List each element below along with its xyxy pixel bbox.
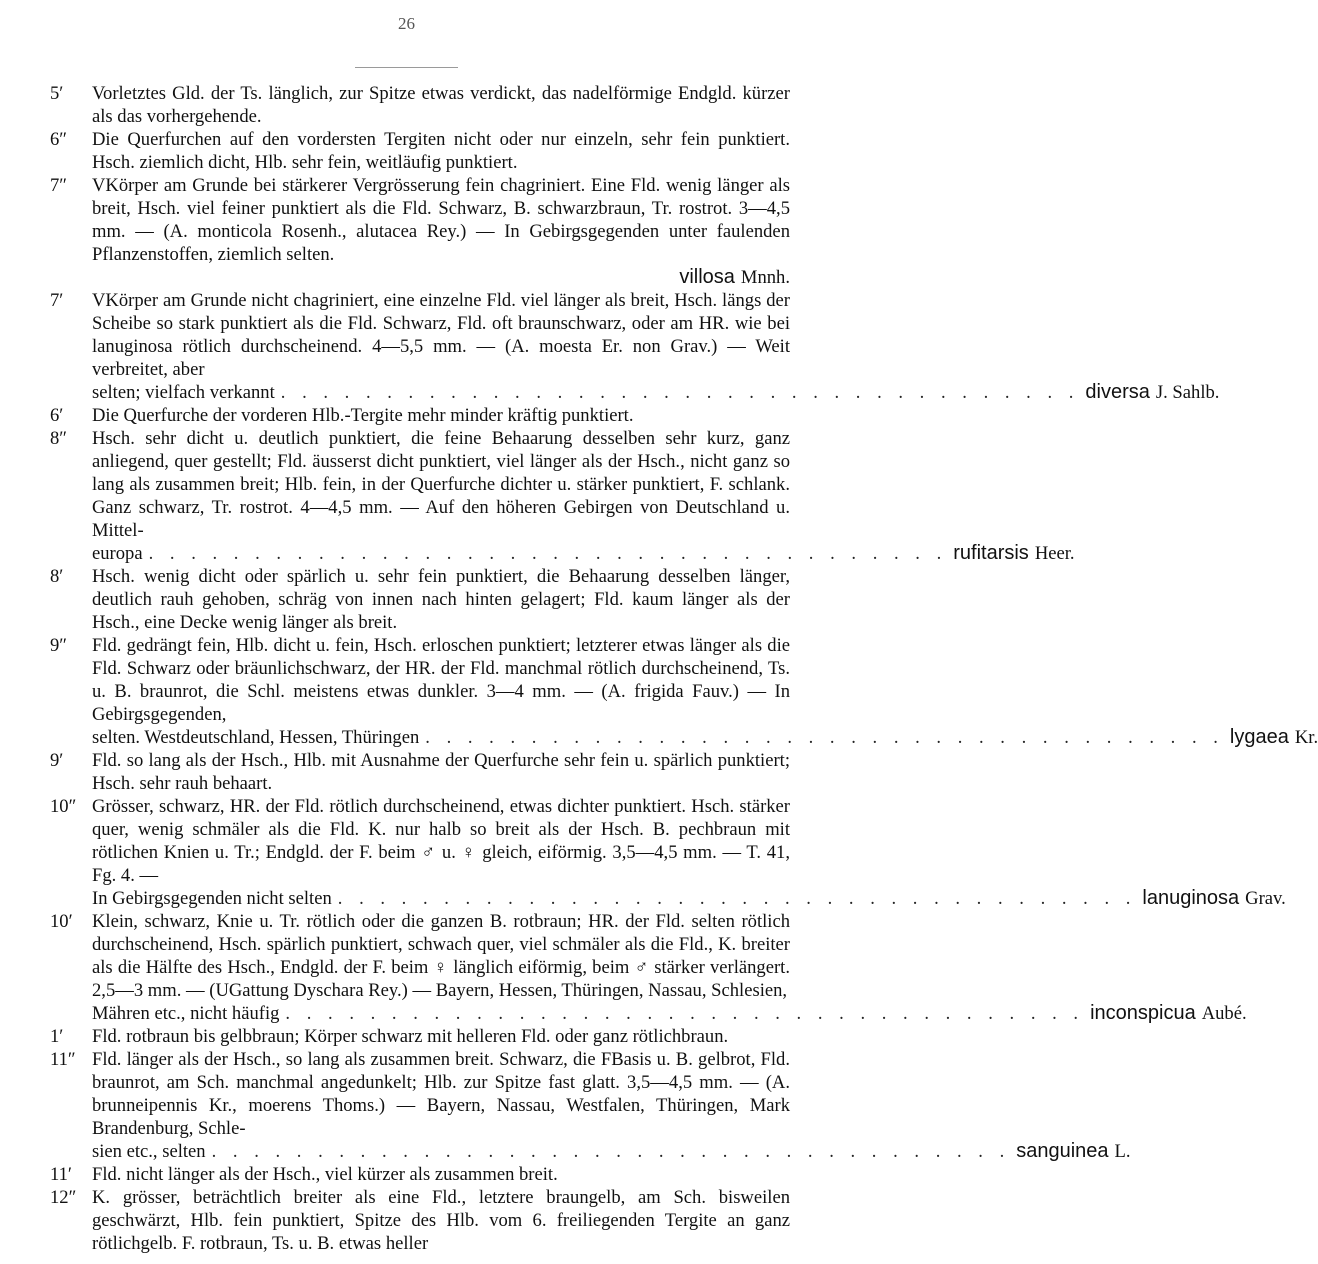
species-author: Grav. xyxy=(1245,888,1286,909)
entry-last-line: sien etc., selten xyxy=(92,1141,206,1162)
page-number: 26 xyxy=(398,14,415,33)
species-line xyxy=(92,1140,1131,1163)
species-author: Kr. xyxy=(1294,727,1318,748)
dot-leader: . . . . . . . . . . . . . . . . . . . . . . . . . . . . . . . . . . . . . . xyxy=(285,1003,1085,1024)
header-rule xyxy=(355,67,458,68)
species-author: J. Sahlb. xyxy=(1155,382,1220,403)
entry-last-line: Mähren etc., nicht häufig xyxy=(92,1003,280,1024)
entry-last-line: europa xyxy=(92,543,143,564)
species-author: Mnnh. xyxy=(740,267,790,288)
dot-leader: . . . . . . . . . . . . . . . . . . . . . . . . . . . . . . . . . . . . . . xyxy=(148,543,948,564)
species-line xyxy=(92,266,790,289)
key-text xyxy=(50,82,1318,1255)
species-name: rufitarsis xyxy=(953,542,1029,564)
key-entry xyxy=(50,910,1247,1025)
species-line xyxy=(92,542,1075,565)
couplet-number: 10′ xyxy=(50,911,73,932)
entry-text: Hsch. sehr dicht u. deutlich punktiert, die feine Behaarung desselben sehr kurz, ganz anliegend, quer gestellt; Fld. äusserst dicht punktiert, viel länger als der Hsch., nicht ganz so lang als zusammen breit; Hlb. fein, in der Querfurche dichter u. stärker punktiert, F. schlank. Ganz schwarz, Tr. rostrot. 4—4,5 mm. — Auf den höheren Gebirgen von Deutschland u. Mittel- xyxy=(92,428,790,541)
couplet-number: 7″ xyxy=(50,175,68,196)
key-entry xyxy=(50,1186,790,1255)
key-entry xyxy=(50,82,790,128)
dot-leader: . . . . . . . . . . . . . . . . . . . . . . . . . . . . . . . . . . . . . . xyxy=(337,888,1137,909)
entry-text: Vorletztes Gld. der Ts. länglich, zur Spitze etwas verdickt, das nadelförmige Endgld. kürzer als das vorhergehende. xyxy=(92,83,790,127)
species-line xyxy=(92,1002,1247,1025)
species-author: Heer. xyxy=(1034,543,1075,564)
key-entry xyxy=(50,749,790,795)
key-entry xyxy=(50,565,790,634)
dot-leader: . . . . . . . . . . . . . . . . . . . . . . . . . . . . . . . . . . . . . . xyxy=(425,727,1224,748)
key-entry xyxy=(50,427,1075,565)
species-name: lygaea xyxy=(1229,726,1289,748)
species-name: lanuginosa xyxy=(1142,887,1240,909)
species-author: L. xyxy=(1114,1141,1131,1162)
key-entry xyxy=(50,289,1220,404)
species-line xyxy=(92,381,1220,404)
key-entry xyxy=(50,634,1318,749)
entry-text: Fld. gedrängt fein, Hlb. dicht u. fein, Hsch. erloschen punktiert; letzterer etwas länger als die Fld. Schwarz oder bräunlichschwarz, der HR. der Fld. manchmal rötlich durchscheinend, Ts. u. B. braunrot, die Schl. meistens etwas dunkler. 3—4 mm. — (A. frigida Fauv.) — In Gebirgsgegenden, xyxy=(92,635,790,725)
entry-text: Fld. so lang als der Hsch., Hlb. mit Ausnahme der Querfurche sehr fein u. spärlich punktiert; Hsch. sehr rauh behaart. xyxy=(92,750,790,794)
species-name: villosa xyxy=(679,266,735,288)
species-name: inconspicua xyxy=(1090,1002,1196,1024)
species-author: Aubé. xyxy=(1201,1003,1247,1024)
species-name: sanguinea xyxy=(1016,1140,1109,1162)
key-entry xyxy=(50,404,790,427)
couplet-number: 7′ xyxy=(50,290,64,311)
entry-text: Fld. länger als der Hsch., so lang als zusammen breit. Schwarz, die FBasis u. B. gelbrot, Fld. braunrot, am Sch. manchmal angedunkelt; Hlb. zur Spitze fast glatt. 3,5—4,5 mm. — (A. brunneipennis Kr., moerens Thoms.) — Bayern, Nassau, Westfalen, Thüringen, Mark Brandenburg, Schle- xyxy=(92,1049,790,1139)
entry-text: VKörper am Grunde bei stärkerer Vergrösserung fein chagriniert. Eine Fld. wenig länger als breit, Hsch. viel feiner punktiert als die Fld. Schwarz, B. schwarzbraun, Tr. rostrot. 3—4,5 mm. — (A. monticola Rosenh., alutacea Rey.) — In Gebirgsgegenden unter faulenden Pflanzenstoffen, ziemlich selten. xyxy=(92,175,790,265)
entry-text: Fld. rotbraun bis gelbbraun; Körper schwarz mit helleren Fld. oder ganz rötlichbraun. xyxy=(92,1026,729,1047)
couplet-number: 8′ xyxy=(50,566,64,587)
dot-leader: . . . . . . . . . . . . . . . . . . . . . . . . . . . . . . . . . . . . . . xyxy=(211,1141,1011,1162)
entry-last-line: In Gebirgsgegenden nicht selten xyxy=(92,888,332,909)
couplet-number: 1′ xyxy=(50,1026,64,1047)
couplet-number: 11″ xyxy=(50,1049,76,1070)
entry-text: Grösser, schwarz, HR. der Fld. rötlich durchscheinend, etwas dichter punktiert. Hsch. stärker quer, wenig schmäler als die Fld. K. nur halb so breit als der Hsch. B. pechbraun mit rötlichen Knien u. Tr.; Endgld. der F. beim ♂ u. ♀ gleich, eiförmig. 3,5—4,5 mm. — T. 41, Fg. 4. — xyxy=(92,796,790,886)
species-line xyxy=(92,726,1318,749)
couplet-number: 6″ xyxy=(50,129,68,150)
couplet-number: 8″ xyxy=(50,428,68,449)
entry-text: Hsch. wenig dicht oder spärlich u. sehr fein punktiert, die Behaarung desselben länger, deutlich rauh gehoben, schräg von innen nach hinten gelagert; Fld. kaum länger als der Hsch., eine Decke wenig länger als breit. xyxy=(92,566,790,633)
key-entry xyxy=(50,795,1286,910)
species-name: diversa xyxy=(1085,381,1150,403)
couplet-number: 12″ xyxy=(50,1187,77,1208)
entry-last-line: selten; vielfach verkannt xyxy=(92,382,275,403)
couplet-number: 9″ xyxy=(50,635,68,656)
key-entry xyxy=(50,1025,790,1048)
entry-text: VKörper am Grunde nicht chagriniert, eine einzelne Fld. viel länger als breit, Hsch. längs der Scheibe so stark punktiert als die Fld. Schwarz, Fld. oft braunschwarz, oder am HR. wie bei lanuginosa rötlich durchscheinend. 4—5,5 mm. — (A. moesta Er. non Grav.) — Weit verbreitet, aber xyxy=(92,290,790,380)
entry-text: Klein, schwarz, Knie u. Tr. rötlich oder die ganzen B. rotbraun; HR. der Fld. selten rötlich durchscheinend, Hsch. spärlich punktiert, schwach quer, viel schmäler als die Fld., K. breiter als die Hälfte des Hsch., Endgld. der F. beim ♀ länglich eiförmig, beim ♂ stärker verlängert. 2,5—3 mm. — (UGattung Dyschara Rey.) — Bayern, Hessen, Thüringen, Nassau, Schlesien, xyxy=(92,911,790,1001)
key-entry xyxy=(50,128,790,174)
entry-last-line: selten. Westdeutschland, Hessen, Thüringen xyxy=(92,727,420,748)
key-entry xyxy=(50,1163,790,1186)
key-entry xyxy=(50,174,790,289)
couplet-number: 10″ xyxy=(50,796,77,817)
key-entry xyxy=(50,1048,1131,1163)
couplet-number: 6′ xyxy=(50,405,64,426)
entry-text: Die Querfurche der vorderen Hlb.-Tergite mehr minder kräftig punktiert. xyxy=(92,405,634,426)
entry-text: Die Querfurchen auf den vordersten Tergiten nicht oder nur einzeln, sehr fein punktiert. Hsch. ziemlich dicht, Hlb. sehr fein, weitläufig punktiert. xyxy=(92,129,790,173)
couplet-number: 11′ xyxy=(50,1164,72,1185)
couplet-number: 5′ xyxy=(50,83,64,104)
couplet-number: 9′ xyxy=(50,750,64,771)
entry-text: K. grösser, beträchtlich breiter als eine Fld., letztere braungelb, am Sch. bisweilen geschwärzt, Hlb. fein punktiert, Spitze des Hlb. vom 6. freiliegenden Tergite an ganz rötlichgelb. F. rotbraun, Ts. u. B. etwas heller xyxy=(92,1187,790,1254)
species-line xyxy=(92,887,1286,910)
dot-leader: . . . . . . . . . . . . . . . . . . . . . . . . . . . . . . . . . . . . . . xyxy=(280,382,1080,403)
entry-text: Fld. nicht länger als der Hsch., viel kürzer als zusammen breit. xyxy=(92,1164,558,1185)
